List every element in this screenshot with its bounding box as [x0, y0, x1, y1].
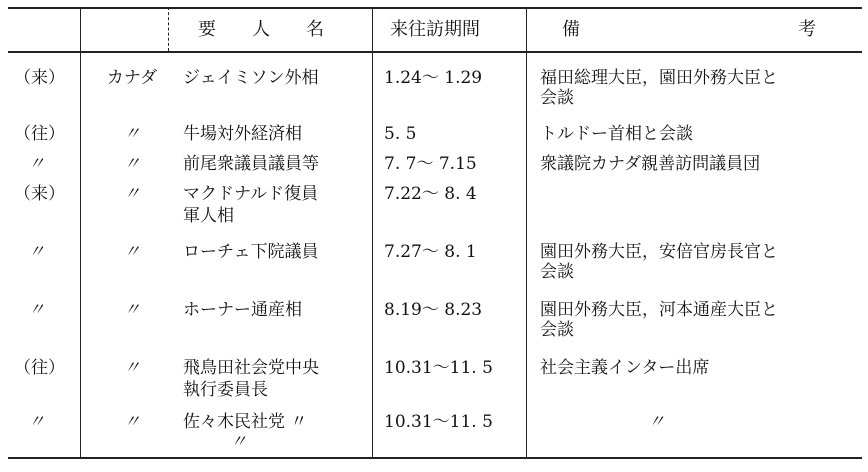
header-notes-2: 考: [798, 19, 816, 40]
direction-cell: （来）: [14, 68, 65, 88]
person-cell: ジェイミソン外相: [183, 68, 319, 88]
period-cell: 5. 5: [384, 124, 417, 144]
period-cell: 7.22～ 8. 4: [384, 184, 477, 204]
col-rule-1: [80, 7, 81, 459]
period-cell: 10.31～11. 5: [384, 412, 493, 432]
person-cell: マクドナルド復員: [183, 184, 319, 204]
country-cell: 〃: [123, 184, 141, 204]
period-cell: 10.31～11. 5: [384, 358, 493, 378]
period-cell: 7. 7～ 7.15: [384, 154, 477, 174]
period-cell: 8.19～ 8.23: [384, 300, 483, 320]
person-cell-line2: 執行委員長: [183, 380, 268, 400]
country-cell: 〃: [123, 412, 141, 432]
direction-cell: 〃: [28, 412, 45, 432]
person-cell: 前尾衆議員議員等: [183, 154, 319, 174]
period-cell: 1.24～ 1.29: [384, 68, 483, 88]
direction-cell: （往）: [14, 124, 65, 144]
notes-cell: 園田外務大臣，河本通産大臣と: [540, 300, 778, 320]
direction-cell: 〃: [28, 300, 45, 320]
person-cell-line2: 〃: [230, 432, 247, 452]
direction-cell: 〃: [28, 154, 45, 174]
person-cell: 飛鳥田社会党中央: [183, 358, 319, 378]
person-cell: ホーナー通産相: [183, 300, 302, 320]
header-period: 来往訪期間: [390, 19, 480, 40]
header-rule: [8, 51, 862, 53]
header-notes-1: 備: [562, 19, 580, 40]
direction-cell: （往）: [14, 358, 65, 378]
country-cell: 〃: [123, 124, 141, 144]
country-cell: カナダ: [106, 68, 158, 88]
period-cell: 7.27～ 8. 1: [384, 242, 477, 262]
person-cell: ローチェ下院議員: [183, 242, 319, 262]
notes-cell: 福田総理大臣，園田外務大臣と: [540, 68, 778, 88]
notes-cell-line2: 会談: [540, 88, 574, 108]
notes-cell: 園田外務大臣，安倍官房長官と: [540, 242, 778, 262]
direction-cell: 〃: [28, 242, 45, 262]
notes-cell: 衆議院カナダ親善訪問議員団: [540, 154, 761, 174]
notes-cell: 社会主義インター出席: [540, 358, 710, 378]
col-rule-2: [168, 7, 170, 51]
direction-cell: （来）: [14, 184, 65, 204]
notes-cell: 〃: [648, 412, 665, 432]
country-cell: 〃: [123, 242, 141, 262]
person-cell: 牛場対外経済相: [183, 124, 302, 144]
country-cell: 〃: [123, 300, 141, 320]
bottom-rule: [8, 457, 862, 459]
top-rule: [8, 7, 862, 9]
col-rule-4: [526, 7, 527, 459]
notes-cell-line2: 会談: [540, 262, 574, 282]
person-cell: 佐々木民社党 〃: [183, 412, 308, 432]
col-rule-3: [372, 7, 373, 459]
notes-cell-line2: 会談: [540, 320, 574, 340]
notes-cell: トルドー首相と会談: [540, 124, 693, 144]
header-person: 要 人 名: [198, 19, 324, 40]
country-cell: 〃: [123, 154, 141, 174]
person-cell-line2: 軍人相: [183, 206, 234, 226]
visits-table: [8, 7, 862, 459]
country-cell: 〃: [123, 358, 141, 378]
